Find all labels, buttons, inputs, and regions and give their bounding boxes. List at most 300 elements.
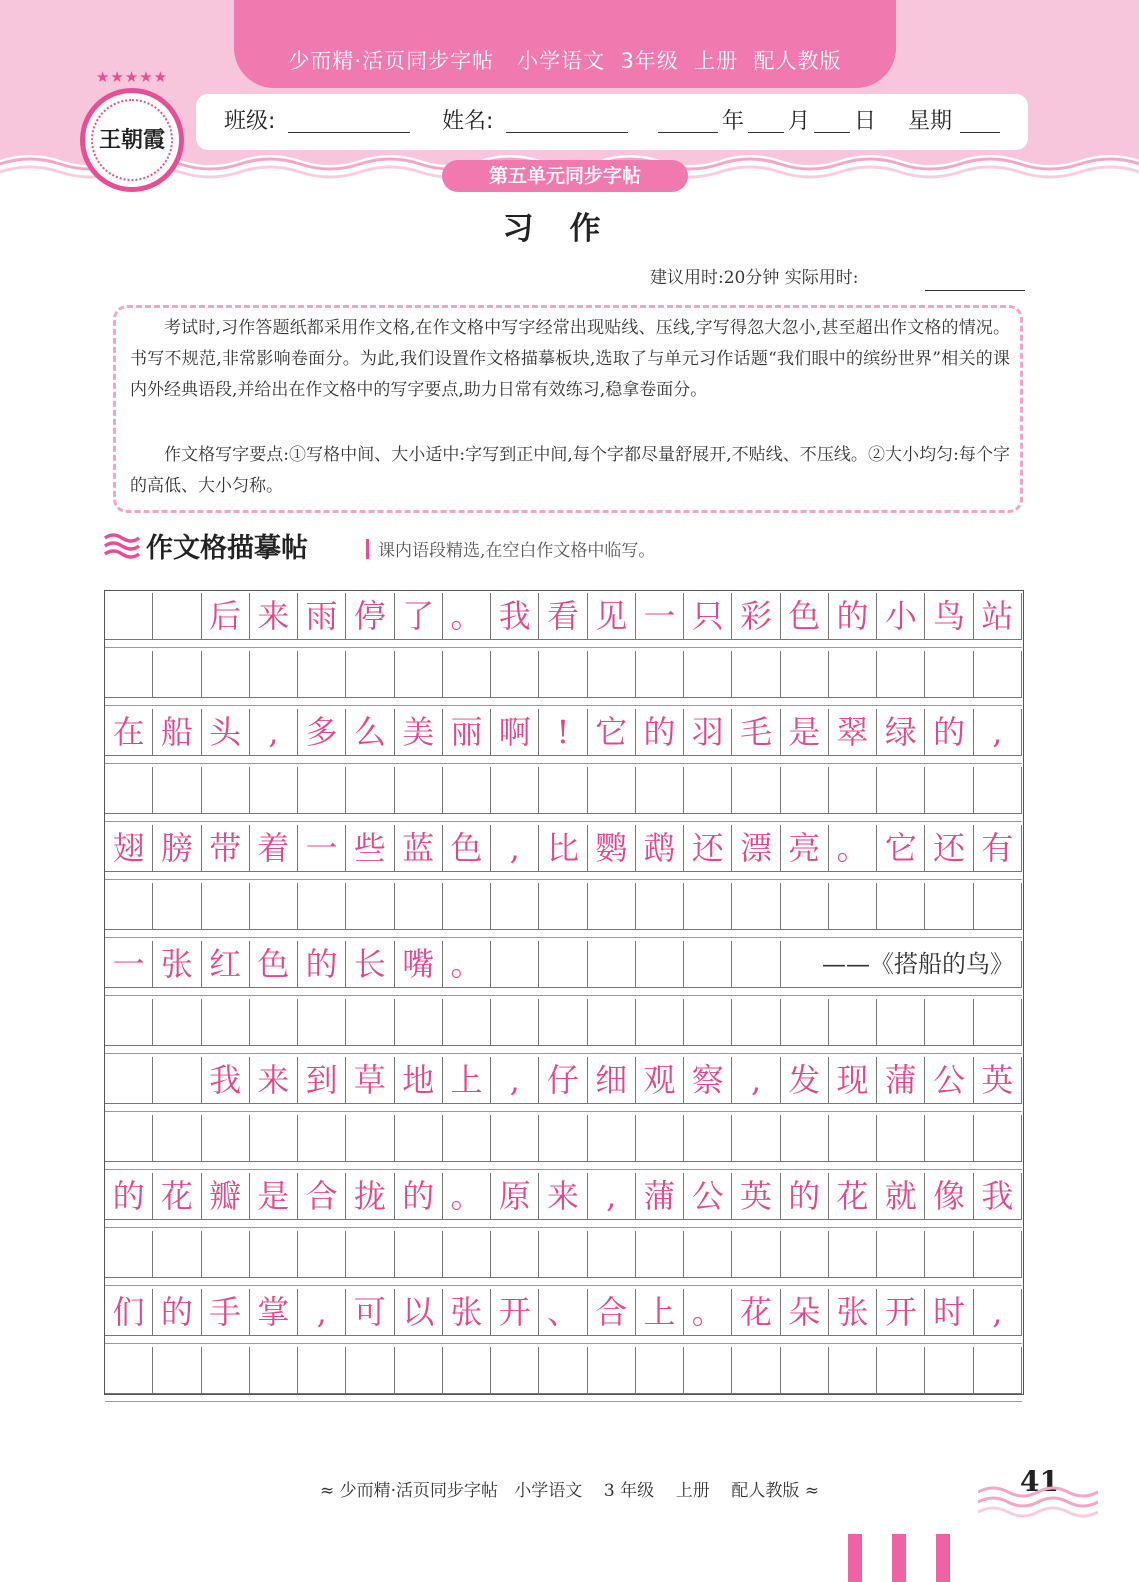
trace-cell: 是: [250, 1173, 298, 1219]
trace-cell: 绿: [877, 709, 925, 755]
practice-cell[interactable]: [974, 651, 1022, 697]
practice-cell[interactable]: [539, 883, 587, 929]
practice-cell[interactable]: [684, 999, 732, 1045]
trace-cell: ,: [250, 709, 298, 755]
weekday-field[interactable]: [960, 132, 1000, 133]
practice-cell[interactable]: [588, 1115, 636, 1161]
student-info-bar: [196, 94, 1028, 150]
practice-cell[interactable]: [974, 1231, 1022, 1277]
practice-cell[interactable]: [588, 999, 636, 1045]
footer-wave-icon: [978, 1480, 1098, 1520]
practice-cell[interactable]: [974, 1115, 1022, 1161]
trace-cell: 有: [974, 825, 1022, 871]
brand-logo: [80, 88, 184, 192]
trace-cell: 些: [346, 825, 394, 871]
practice-cell[interactable]: [443, 1231, 491, 1277]
trace-cell: 红: [202, 941, 250, 987]
trace-cell: 英: [974, 1057, 1022, 1103]
trace-cell: 着: [250, 825, 298, 871]
practice-cell[interactable]: [684, 1347, 732, 1393]
practice-cell[interactable]: [491, 1347, 539, 1393]
trace-cell: 原: [491, 1173, 539, 1219]
trace-cell: 的: [395, 1173, 443, 1219]
trace-cell: 膀: [153, 825, 201, 871]
practice-cell[interactable]: [105, 1115, 153, 1161]
practice-cell[interactable]: [153, 651, 201, 697]
trace-cell: 的: [298, 941, 346, 987]
practice-cell[interactable]: [732, 767, 780, 813]
practice-cell[interactable]: [829, 651, 877, 697]
trace-cell: 啊: [491, 709, 539, 755]
practice-cell[interactable]: [105, 1347, 153, 1393]
trace-cell: 开: [491, 1289, 539, 1335]
name-field[interactable]: [506, 132, 628, 133]
trace-cell: 公: [925, 1057, 973, 1103]
trace-cell: 一: [636, 593, 684, 639]
practice-cell[interactable]: [202, 1115, 250, 1161]
practice-cell[interactable]: [395, 1115, 443, 1161]
practice-cell[interactable]: [539, 1115, 587, 1161]
trace-cell: 瓣: [202, 1173, 250, 1219]
practice-cell[interactable]: [732, 651, 780, 697]
practice-cell[interactable]: [443, 999, 491, 1045]
trace-cell: 时: [925, 1289, 973, 1335]
trace-cell: ,: [974, 1289, 1022, 1335]
practice-cell[interactable]: [153, 1347, 201, 1393]
trace-cell: 朵: [781, 1289, 829, 1335]
practice-cell[interactable]: [443, 651, 491, 697]
practice-cell[interactable]: [781, 767, 829, 813]
trace-cell: 合: [298, 1173, 346, 1219]
trace-cell: 一: [105, 941, 153, 987]
practice-cell[interactable]: [925, 999, 973, 1045]
trace-cell: [636, 941, 684, 987]
practice-cell[interactable]: [732, 1115, 780, 1161]
trace-cell: 来: [250, 1057, 298, 1103]
practice-cell[interactable]: [395, 651, 443, 697]
practice-cell[interactable]: [925, 767, 973, 813]
trace-cell: 羽: [684, 709, 732, 755]
practice-cell[interactable]: [395, 883, 443, 929]
practice-cell[interactable]: [684, 1231, 732, 1277]
trace-cell: [684, 941, 732, 987]
trace-row: [105, 709, 1022, 755]
practice-cell[interactable]: [105, 1231, 153, 1277]
practice-cell[interactable]: [443, 1115, 491, 1161]
practice-cell[interactable]: [298, 767, 346, 813]
practice-cell[interactable]: [443, 1347, 491, 1393]
practice-cell[interactable]: [877, 651, 925, 697]
trace-cell: 色: [781, 593, 829, 639]
name-label: 姓名:: [442, 109, 494, 134]
trace-cell: 美: [395, 709, 443, 755]
practice-cell[interactable]: [491, 651, 539, 697]
practice-cell[interactable]: [153, 1231, 201, 1277]
practice-cell[interactable]: [202, 1231, 250, 1277]
practice-cell[interactable]: [346, 1115, 394, 1161]
practice-cell[interactable]: [781, 1231, 829, 1277]
trace-cell: 草: [346, 1057, 394, 1103]
section-title: 作文格描摹帖: [146, 533, 308, 564]
practice-cell[interactable]: [974, 883, 1022, 929]
practice-cell[interactable]: [491, 999, 539, 1045]
practice-cell[interactable]: [346, 1347, 394, 1393]
trace-cell: 只: [684, 593, 732, 639]
trace-cell: 们: [105, 1289, 153, 1335]
practice-cell[interactable]: [298, 1231, 346, 1277]
practice-cell[interactable]: [298, 883, 346, 929]
trace-cell: 观: [636, 1057, 684, 1103]
trace-cell: 花: [829, 1173, 877, 1219]
practice-row: [105, 883, 1022, 929]
practice-cell[interactable]: [636, 1347, 684, 1393]
practice-cell[interactable]: [346, 767, 394, 813]
trace-cell: 小: [877, 593, 925, 639]
practice-row: [105, 999, 1022, 1045]
trace-cell: 现: [829, 1057, 877, 1103]
trace-row: [105, 1289, 1022, 1335]
practice-cell[interactable]: [732, 1231, 780, 1277]
trace-cell: 停: [346, 593, 394, 639]
trace-cell: 是: [781, 709, 829, 755]
practice-cell[interactable]: [877, 883, 925, 929]
trace-cell: ,: [974, 709, 1022, 755]
practice-cell[interactable]: [684, 883, 732, 929]
practice-cell[interactable]: [298, 1115, 346, 1161]
trace-cell: [539, 941, 587, 987]
practice-cell[interactable]: [250, 1347, 298, 1393]
section-divider: [366, 539, 369, 559]
day-label: 日: [854, 109, 877, 134]
trace-cell: [588, 941, 636, 987]
practice-row: [105, 1231, 1022, 1277]
practice-cell[interactable]: [636, 883, 684, 929]
trace-cell: 它: [588, 709, 636, 755]
day-field[interactable]: [814, 132, 850, 133]
trace-cell: ,: [298, 1289, 346, 1335]
trace-cell: 开: [877, 1289, 925, 1335]
trace-cell: 花: [153, 1173, 201, 1219]
trace-cell: 带: [202, 825, 250, 871]
trace-cell: [491, 941, 539, 987]
practice-cell[interactable]: [346, 651, 394, 697]
year-field[interactable]: [658, 132, 718, 133]
class-field[interactable]: [288, 132, 410, 133]
trace-cell: 丽: [443, 709, 491, 755]
practice-cell[interactable]: [732, 883, 780, 929]
practice-cell[interactable]: [250, 651, 298, 697]
trace-cell: 在: [105, 709, 153, 755]
trace-cell: 的: [781, 1173, 829, 1219]
practice-row: [105, 1347, 1022, 1393]
composition-grid: [104, 590, 1024, 1395]
practice-cell[interactable]: [829, 999, 877, 1045]
trace-cell: [153, 593, 201, 639]
timing-text: 建议用时:20分钟 实际用时:: [650, 268, 859, 288]
trace-cell: 就: [877, 1173, 925, 1219]
footer-series: ≈ 少而精·活页同步字帖 小学语文 3 年级 上册 配人教版 ≈: [320, 1481, 819, 1501]
trace-cell: 蓝: [395, 825, 443, 871]
trace-cell: 蒲: [877, 1057, 925, 1103]
trace-cell: ,: [491, 1057, 539, 1103]
practice-cell[interactable]: [202, 999, 250, 1045]
footer-bars-icon: [848, 1534, 958, 1582]
trace-cell: ,: [491, 825, 539, 871]
trace-cell: 细: [588, 1057, 636, 1103]
trace-cell: ,: [732, 1057, 780, 1103]
trace-cell: [153, 1057, 201, 1103]
practice-cell[interactable]: [925, 651, 973, 697]
practice-cell[interactable]: [781, 1115, 829, 1161]
trace-cell: 站: [974, 593, 1022, 639]
practice-cell[interactable]: [298, 1347, 346, 1393]
trace-cell: [105, 1057, 153, 1103]
practice-cell[interactable]: [974, 1347, 1022, 1393]
trace-cell: 英: [732, 1173, 780, 1219]
trace-row: [105, 1057, 1022, 1103]
practice-cell[interactable]: [829, 883, 877, 929]
trace-cell: 船: [153, 709, 201, 755]
practice-cell[interactable]: [877, 767, 925, 813]
trace-cell: 地: [395, 1057, 443, 1103]
practice-cell[interactable]: [395, 1231, 443, 1277]
practice-cell[interactable]: [588, 1231, 636, 1277]
practice-cell[interactable]: [105, 883, 153, 929]
trace-cell: 合: [588, 1289, 636, 1335]
trace-cell: 张: [829, 1289, 877, 1335]
trace-cell: 色: [250, 941, 298, 987]
page-number: 41: [1020, 1465, 1059, 1498]
practice-cell[interactable]: [829, 767, 877, 813]
trace-cell: 。: [443, 1173, 491, 1219]
trace-cell: 我: [491, 593, 539, 639]
practice-cell[interactable]: [491, 1231, 539, 1277]
practice-cell[interactable]: [877, 1115, 925, 1161]
trace-cell: 上: [636, 1289, 684, 1335]
trace-cell: 彩: [732, 593, 780, 639]
trace-cell: 上: [443, 1057, 491, 1103]
month-label: 月: [788, 109, 811, 134]
trace-cell: 公: [684, 1173, 732, 1219]
trace-cell: 鸟: [925, 593, 973, 639]
trace-cell: 。: [829, 825, 877, 871]
practice-cell[interactable]: [925, 1347, 973, 1393]
trace-cell: 拢: [346, 1173, 394, 1219]
trace-cell: 的: [153, 1289, 201, 1335]
practice-cell[interactable]: [636, 999, 684, 1045]
practice-cell[interactable]: [781, 883, 829, 929]
practice-cell[interactable]: [636, 1231, 684, 1277]
practice-cell[interactable]: [202, 1347, 250, 1393]
practice-cell[interactable]: [153, 883, 201, 929]
practice-cell[interactable]: [925, 1115, 973, 1161]
practice-cell[interactable]: [346, 883, 394, 929]
trace-cell: 的: [105, 1173, 153, 1219]
trace-cell: !: [539, 709, 587, 755]
practice-cell[interactable]: [925, 883, 973, 929]
trace-cell: 我: [202, 1057, 250, 1103]
trace-cell: 发: [781, 1057, 829, 1103]
trace-cell: 看: [539, 593, 587, 639]
trace-row: [105, 825, 1022, 871]
trace-cell: 。: [443, 941, 491, 987]
practice-cell[interactable]: [105, 999, 153, 1045]
instructions-paragraph-2: 作文格写字要点:①写格中间、大小适中:字写到正中间,每个字都尽量舒展开,不贴线、不压线。②大小均匀:每个字的高低、大小匀称。: [130, 445, 1010, 496]
practice-cell[interactable]: [443, 767, 491, 813]
practice-cell[interactable]: [153, 767, 201, 813]
practice-cell[interactable]: [781, 1347, 829, 1393]
weekday-label: 星期: [908, 109, 953, 134]
practice-row: [105, 1115, 1022, 1161]
trace-cell: 鹦: [588, 825, 636, 871]
trace-cell: 长: [346, 941, 394, 987]
practice-cell[interactable]: [539, 1347, 587, 1393]
practice-cell[interactable]: [684, 651, 732, 697]
trace-cell: 一: [298, 825, 346, 871]
practice-cell[interactable]: [636, 767, 684, 813]
trace-cell: 花: [732, 1289, 780, 1335]
practice-cell[interactable]: [346, 1231, 394, 1277]
trace-cell: 。: [443, 593, 491, 639]
trace-cell: 见: [588, 593, 636, 639]
practice-cell[interactable]: [105, 651, 153, 697]
year-label: 年: [722, 109, 745, 134]
trace-cell: 到: [298, 1057, 346, 1103]
trace-cell: 翠: [829, 709, 877, 755]
practice-cell[interactable]: [588, 651, 636, 697]
trace-row: [105, 593, 1022, 639]
practice-cell[interactable]: [202, 767, 250, 813]
practice-cell[interactable]: [250, 999, 298, 1045]
practice-cell[interactable]: [877, 1231, 925, 1277]
trace-cell: 还: [684, 825, 732, 871]
unit-tab: 第五单元同步字帖: [442, 160, 688, 192]
trace-cell: 仔: [539, 1057, 587, 1103]
actual-time-field[interactable]: [925, 290, 1025, 291]
practice-cell[interactable]: [491, 1115, 539, 1161]
trace-row: [105, 941, 1022, 987]
practice-cell[interactable]: [829, 1347, 877, 1393]
trace-cell: 色: [443, 825, 491, 871]
trace-cell: 漂: [732, 825, 780, 871]
practice-cell[interactable]: [250, 1231, 298, 1277]
trace-cell: 了: [395, 593, 443, 639]
trace-cell: 我: [974, 1173, 1022, 1219]
class-label: 班级:: [224, 109, 276, 134]
practice-cell[interactable]: [153, 999, 201, 1045]
trace-cell: 毛: [732, 709, 780, 755]
practice-cell[interactable]: [732, 1347, 780, 1393]
practice-cell[interactable]: [636, 1115, 684, 1161]
trace-cell: 的: [925, 709, 973, 755]
trace-cell: 后: [202, 593, 250, 639]
practice-cell[interactable]: [539, 651, 587, 697]
trace-cell: 的: [636, 709, 684, 755]
trace-cell: 。: [684, 1289, 732, 1335]
practice-cell[interactable]: [684, 767, 732, 813]
trace-cell: 头: [202, 709, 250, 755]
practice-cell[interactable]: [539, 999, 587, 1045]
trace-cell: 它: [877, 825, 925, 871]
practice-cell[interactable]: [250, 883, 298, 929]
trace-cell: 、: [539, 1289, 587, 1335]
wave-lines-icon: [103, 530, 141, 560]
trace-cell: 像: [925, 1173, 973, 1219]
practice-cell[interactable]: [732, 999, 780, 1045]
trace-cell: 翅: [105, 825, 153, 871]
practice-cell[interactable]: [829, 1231, 877, 1277]
trace-cell: 手: [202, 1289, 250, 1335]
practice-row: [105, 767, 1022, 813]
practice-row: [105, 651, 1022, 697]
instructions-paragraph-1: 考试时,习作答题纸都采用作文格,在作文格中写字经常出现贴线、压线,字写得忽大忽小,甚至超出作文格的情况。书写不规范,非常影响卷面分。为此,我们设置作文格描摹板块,选取了与单元习作话题“我们眼中的缤纷世界”相关的课内外经典语段,并给出在作文格中的写字要点,助力日常有效练习,稳拿卷面分。: [130, 318, 1010, 400]
section-subtitle: 课内语段精选,在空白作文格中临写。: [378, 541, 656, 561]
practice-cell[interactable]: [153, 1115, 201, 1161]
practice-cell[interactable]: [781, 999, 829, 1045]
practice-cell[interactable]: [202, 651, 250, 697]
trace-row: [105, 1173, 1022, 1219]
source-citation: ——《搭船的鸟》: [816, 941, 1014, 987]
practice-cell[interactable]: [250, 1115, 298, 1161]
practice-cell[interactable]: [974, 999, 1022, 1045]
trace-cell: 多: [298, 709, 346, 755]
practice-cell[interactable]: [925, 1231, 973, 1277]
logo-stars-icon: ★★★★★: [95, 68, 169, 86]
practice-cell[interactable]: [395, 767, 443, 813]
trace-cell: 掌: [250, 1289, 298, 1335]
page-title: 习作: [502, 211, 637, 247]
practice-cell[interactable]: [539, 767, 587, 813]
practice-cell[interactable]: [346, 999, 394, 1045]
trace-cell: 么: [346, 709, 394, 755]
trace-cell: 雨: [298, 593, 346, 639]
practice-cell[interactable]: [829, 1115, 877, 1161]
trace-cell: 察: [684, 1057, 732, 1103]
practice-cell[interactable]: [298, 999, 346, 1045]
month-field[interactable]: [748, 132, 784, 133]
practice-cell[interactable]: [588, 1347, 636, 1393]
practice-cell[interactable]: [684, 1115, 732, 1161]
trace-cell: 比: [539, 825, 587, 871]
trace-cell: 以: [395, 1289, 443, 1335]
practice-cell[interactable]: [250, 767, 298, 813]
practice-cell[interactable]: [539, 1231, 587, 1277]
trace-cell: [105, 593, 153, 639]
practice-cell[interactable]: [298, 651, 346, 697]
trace-cell: 张: [153, 941, 201, 987]
practice-cell[interactable]: [588, 883, 636, 929]
practice-cell[interactable]: [491, 883, 539, 929]
trace-cell: 的: [829, 593, 877, 639]
logo-text: 王朝霞: [98, 127, 165, 153]
practice-cell[interactable]: [395, 999, 443, 1045]
practice-cell[interactable]: [974, 767, 1022, 813]
trace-cell: 鹉: [636, 825, 684, 871]
trace-cell: 可: [346, 1289, 394, 1335]
trace-cell: [732, 941, 780, 987]
practice-cell[interactable]: [443, 883, 491, 929]
practice-cell[interactable]: [202, 883, 250, 929]
practice-cell[interactable]: [877, 999, 925, 1045]
practice-cell[interactable]: [395, 1347, 443, 1393]
practice-cell[interactable]: [588, 767, 636, 813]
practice-cell[interactable]: [636, 651, 684, 697]
trace-cell: 来: [250, 593, 298, 639]
practice-cell[interactable]: [491, 767, 539, 813]
practice-cell[interactable]: [105, 767, 153, 813]
practice-cell[interactable]: [877, 1347, 925, 1393]
practice-cell[interactable]: [781, 651, 829, 697]
